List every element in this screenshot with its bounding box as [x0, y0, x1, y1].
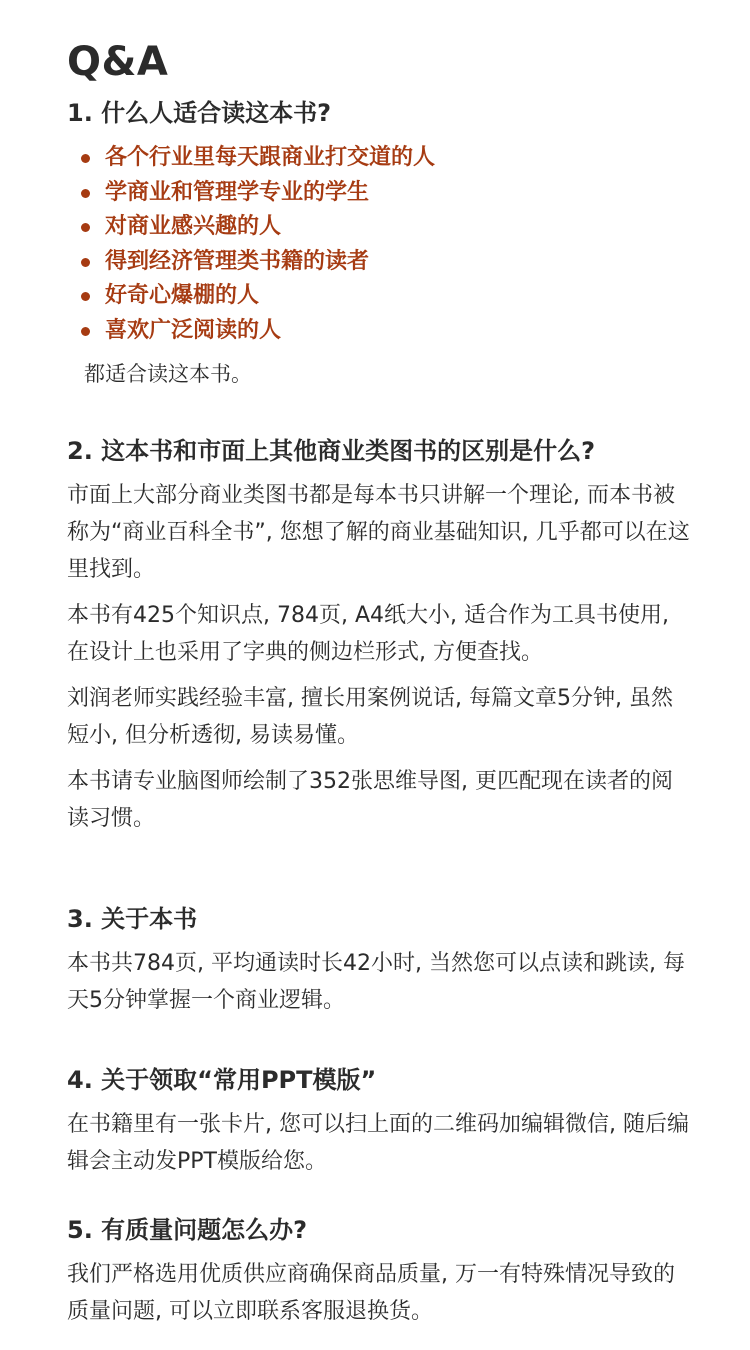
list-item-text: 得到经济管理类书籍的读者	[105, 248, 370, 274]
section-closing-text: 都适合读这本书。	[84, 362, 252, 386]
paragraph: 刘润老师实践经验丰富, 擅长用案例说话, 每篇文章5分钟, 虽然短小, 但分析透彻, 易读易懂。	[67, 686, 673, 748]
list-item-text: 对商业感兴趣的人	[105, 214, 282, 239]
section-heading: 5. 有质量问题怎么办?	[67, 1216, 308, 1244]
section-quality-issues	[67, 1213, 692, 1330]
paragraph: 本书请专业脑图师绘制了352张思维导图, 更匹配现在读者的阅读习惯。	[67, 769, 673, 831]
bullet-dot-icon	[81, 258, 90, 267]
section-about-book	[67, 902, 692, 1019]
section-difference	[67, 434, 692, 837]
paragraph: 在书籍里有一张卡片, 您可以扫上面的二维码加编辑微信, 随后编辑会主动发PPT模版给您。	[67, 1112, 689, 1174]
paragraph: 我们严格选用优质供应商确保商品质量, 万一有特殊情况导致的质量问题, 可以立即联系客服退换货。	[67, 1262, 675, 1324]
section-heading: 1. 什么人适合读这本书?	[67, 99, 332, 127]
page-title: Q&A	[67, 39, 169, 85]
section-body	[67, 1256, 692, 1330]
list-item	[67, 210, 692, 245]
bullet-dot-icon	[81, 189, 90, 198]
section-ppt-template	[67, 1063, 692, 1180]
paragraph: 本书有425个知识点, 784页, A4纸大小, 适合作为工具书使用, 在设计上也采用了字典的侧边栏形式, 方便查找。	[67, 603, 669, 665]
list-item	[67, 314, 692, 349]
list-item	[67, 245, 692, 280]
paragraph: 市面上大部分商业类图书都是每本书只讲解一个理论, 而本书被称为“商业百科全书”, 您想了解的商业基础知识, 几乎都可以在这里找到。	[67, 483, 690, 582]
audience-list	[67, 141, 692, 348]
section-body	[67, 945, 692, 1019]
bullet-dot-icon	[81, 292, 90, 301]
list-item	[67, 176, 692, 211]
list-item-text: 各个行业里每天跟商业打交道的人	[105, 145, 436, 170]
bullet-dot-icon	[81, 327, 90, 336]
section-heading: 3. 关于本书	[67, 905, 198, 933]
list-item	[67, 279, 692, 314]
section-heading: 2. 这本书和市面上其他商业类图书的区别是什么?	[67, 437, 596, 465]
paragraph: 本书共784页, 平均通读时长42小时, 当然您可以点读和跳读, 每天5分钟掌握一个商业逻辑。	[67, 951, 685, 1013]
bullet-dot-icon	[81, 154, 90, 163]
list-item-text: 学商业和管理学专业的学生	[105, 179, 370, 205]
list-item-text: 喜欢广泛阅读的人	[105, 317, 282, 343]
section-who-should-read	[67, 96, 692, 392]
section-heading: 4. 关于领取“常用PPT模版”	[67, 1066, 377, 1094]
list-item-text: 好奇心爆棚的人	[105, 283, 260, 308]
section-body	[67, 1106, 692, 1180]
list-item	[67, 141, 692, 176]
bullet-dot-icon	[81, 223, 90, 232]
section-body	[67, 477, 692, 837]
